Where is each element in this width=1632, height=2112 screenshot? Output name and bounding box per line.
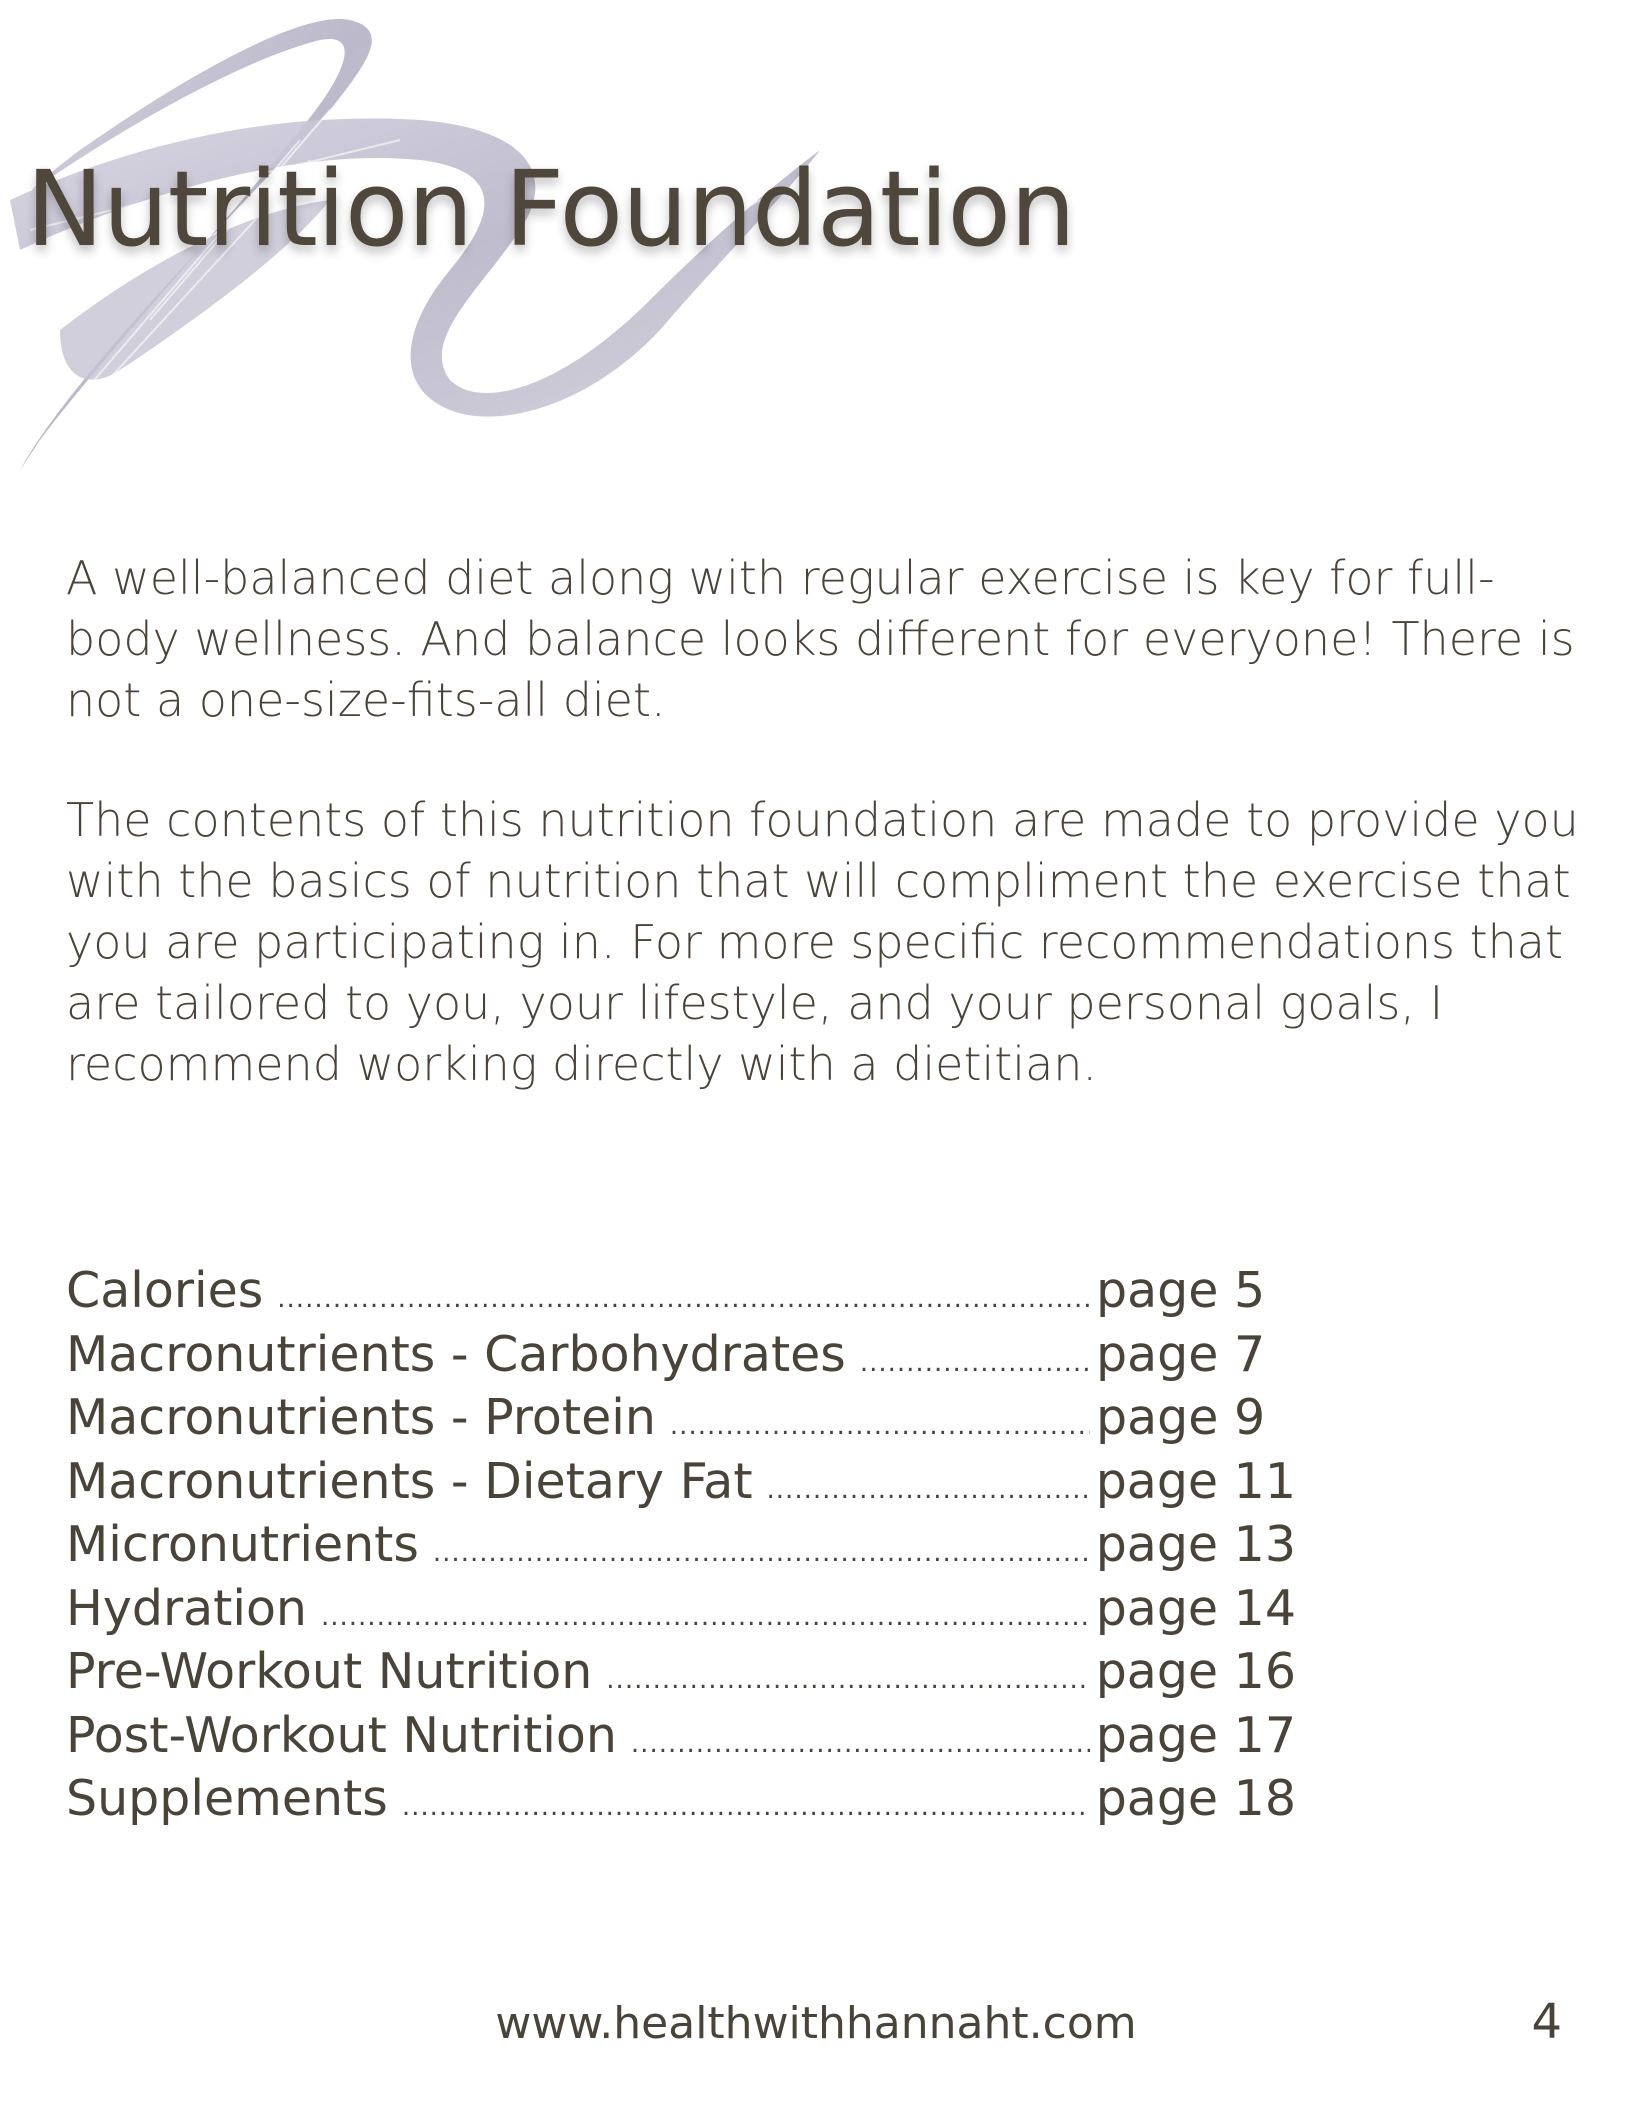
toc-item-page: page 16 <box>1095 1643 1296 1700</box>
toc-leader-dots <box>321 1602 1090 1632</box>
toc-item-page: page 17 <box>1095 1706 1296 1764</box>
toc-item-post-workout[interactable] <box>66 1707 1296 1771</box>
toc-item-label: Pre-Workout Nutrition <box>66 1643 593 1700</box>
toc-leader-dots <box>433 1538 1090 1568</box>
intro-paragraph-1: A well-balanced diet along with regular exercise is key for full-body wellness. And balance looks different for everyone! There is not a one-size-fits-all diet. <box>66 551 1575 727</box>
toc-item-label: Post-Workout Nutrition <box>66 1706 617 1764</box>
toc-item-page: page 5 <box>1096 1262 1266 1319</box>
toc-item-calories[interactable] <box>66 1262 1296 1326</box>
toc-item-page: page 11 <box>1095 1452 1296 1510</box>
toc-item-carbohydrates[interactable] <box>66 1326 1296 1390</box>
toc-leader-dots <box>860 1348 1090 1378</box>
intro-paragraph-2: The contents of this nutrition foundation are made to provide you with the basics of nutrition that will compliment the exercise that you are participating in. For more specific recommendations that are tailored to you, your lifestyle, and your personal goals, I recommend working directly with a dietitian. <box>66 793 1579 1091</box>
toc-item-label: Micronutrients <box>66 1516 419 1573</box>
toc-item-supplements[interactable] <box>66 1770 1296 1834</box>
toc-item-page: page 9 <box>1096 1389 1266 1446</box>
toc-item-pre-workout[interactable] <box>66 1643 1296 1707</box>
toc-leader-dots <box>402 1792 1090 1822</box>
toc-item-label: Supplements <box>66 1770 388 1827</box>
toc-item-page: page 14 <box>1095 1579 1296 1637</box>
toc-leader-dots <box>767 1475 1090 1505</box>
toc-item-hydration[interactable] <box>66 1580 1296 1644</box>
toc-item-page: page 7 <box>1096 1325 1266 1383</box>
toc-item-label: Hydration <box>66 1579 307 1637</box>
toc-item-protein[interactable] <box>66 1389 1296 1453</box>
page-title: Nutrition Foundation <box>26 148 1075 270</box>
toc-item-page: page 18 <box>1095 1770 1296 1827</box>
page-number: 4 <box>1531 1994 1562 2050</box>
table-of-contents <box>66 1262 1296 1834</box>
toc-leader-dots <box>631 1729 1090 1759</box>
toc-item-label: Macronutrients - Carbohydrates <box>66 1325 846 1383</box>
toc-leader-dots <box>277 1284 1090 1314</box>
toc-leader-dots <box>606 1665 1089 1695</box>
toc-item-label: Macronutrients - Protein <box>66 1389 656 1446</box>
toc-item-micronutrients[interactable] <box>66 1516 1296 1580</box>
footer-website-link[interactable]: www.healthwithhannaht.com <box>495 1998 1137 2049</box>
toc-item-label: Macronutrients - Dietary Fat <box>66 1452 753 1510</box>
toc-item-page: page 13 <box>1095 1516 1296 1573</box>
toc-item-label: Calories <box>66 1262 264 1319</box>
toc-leader-dots <box>670 1411 1090 1441</box>
toc-item-dietary-fat[interactable] <box>66 1453 1296 1517</box>
